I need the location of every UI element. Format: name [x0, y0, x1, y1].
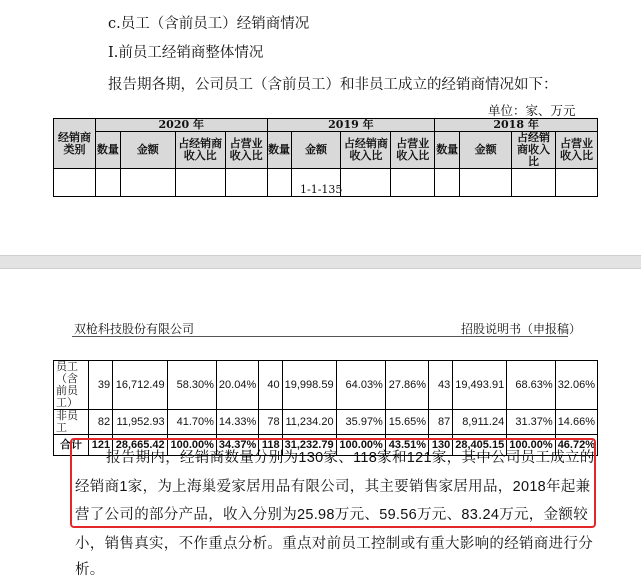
table-cell: 64.03%: [336, 361, 385, 410]
paragraph-line-5: 析。: [75, 562, 105, 578]
sub-header: 占经销商收入比: [341, 132, 391, 169]
row-label: 员工（含前员工）: [54, 361, 89, 410]
table-row: [54, 361, 598, 410]
table-row: [54, 410, 598, 435]
sub-header: 数量: [267, 132, 291, 169]
table-cell: 78: [259, 410, 282, 435]
table-cell: 46.72%: [555, 435, 597, 456]
paragraph-line-4: 小，销售真实，不作重点分析。重点对前员工控制或有重大影响的经销商进行分: [75, 536, 593, 552]
table-cell: 130: [429, 435, 453, 456]
sub-header: 占经销商收入比: [175, 132, 225, 169]
table-cell: 39: [88, 361, 112, 410]
table-cell: 100.00%: [336, 435, 385, 456]
table-cell: 40: [259, 361, 282, 410]
table-cell: 31.37%: [507, 410, 555, 435]
table-cell: 14.66%: [555, 410, 597, 435]
table-cell: 11,952.93: [113, 410, 168, 435]
table-cell: 28,665.42: [113, 435, 168, 456]
table-cell: 87: [429, 410, 453, 435]
sub-header: 占营业收入比: [225, 132, 267, 169]
table-cell: 100.00%: [167, 435, 216, 456]
table-cell: 121: [88, 435, 112, 456]
page-separator: [0, 255, 641, 269]
sub-header: 金额: [460, 132, 512, 169]
table-cell: 118: [259, 435, 282, 456]
sub-header: 占营业收入比: [555, 132, 597, 169]
paragraph-line-1: 报告期内，经销商数量分别为130家、118家和121家，其中公司员工成立的: [106, 450, 595, 466]
table-cell: 34.37%: [216, 435, 258, 456]
table-cell: 19,493.91: [453, 361, 507, 410]
year-header: 2018 年: [435, 119, 598, 132]
table-cell: 100.00%: [507, 435, 555, 456]
table-cell: 8,911.24: [453, 410, 507, 435]
sub-header: 数量: [435, 132, 460, 169]
table-cell: 58.30%: [167, 361, 216, 410]
sub-header: 金额: [291, 132, 341, 169]
row-label: 非员工: [54, 410, 89, 435]
header-rule: [72, 336, 568, 337]
table-cell: 82: [88, 410, 112, 435]
doc-title: 招股说明书（申报稿）: [461, 322, 582, 336]
table-cell: 27.86%: [385, 361, 428, 410]
table-cell: 31,232.79: [282, 435, 336, 456]
sub-header: 占经销商收入比: [512, 132, 556, 169]
table-cell: 32.06%: [555, 361, 597, 410]
table-cell: 11,234.20: [282, 410, 336, 435]
sub-header: 金额: [120, 132, 175, 169]
intro-text: 报告期各期，公司员工（含前员工）和非员工成立的经销商情况如下：: [108, 77, 558, 93]
year-header: 2019 年: [267, 119, 435, 132]
table-cell: 68.63%: [507, 361, 555, 410]
table-cell: 43.51%: [385, 435, 428, 456]
paragraph-line-2: 经销商1家，为上海巢爱家居用品有限公司，其主要销售家居用品，2018年起兼: [75, 479, 591, 495]
section-heading-i: Ⅰ.前员工经销商整体情况: [108, 45, 264, 61]
company-name: 双枪科技股份有限公司: [74, 322, 195, 336]
table-cell: 43: [429, 361, 453, 410]
category-header: 经销商类别: [54, 119, 96, 169]
year-header: 2020 年: [95, 119, 267, 132]
table-cell: 19,998.59: [282, 361, 336, 410]
table-cell: 15.65%: [385, 410, 428, 435]
page-number: 1-1-135: [300, 183, 343, 196]
table-cell: 41.70%: [167, 410, 216, 435]
sub-header: 数量: [95, 132, 120, 169]
table-cell: 35.97%: [336, 410, 385, 435]
table-cell: 16,712.49: [113, 361, 168, 410]
sub-header: 占营业收入比: [391, 132, 435, 169]
section-heading-c: c.员工（含前员工）经销商情况: [108, 16, 310, 32]
paragraph-line-3: 营了公司的部分产品，收入分别为25.98万元、59.56万元、83.24万元，金额较: [75, 507, 589, 523]
unit-label: 单位：家、万元: [488, 103, 576, 118]
table-cell: 20.04%: [216, 361, 258, 410]
table-cell: 14.33%: [216, 410, 258, 435]
table-cell: 28,405.15: [453, 435, 507, 456]
row-label: 合计: [54, 435, 89, 456]
